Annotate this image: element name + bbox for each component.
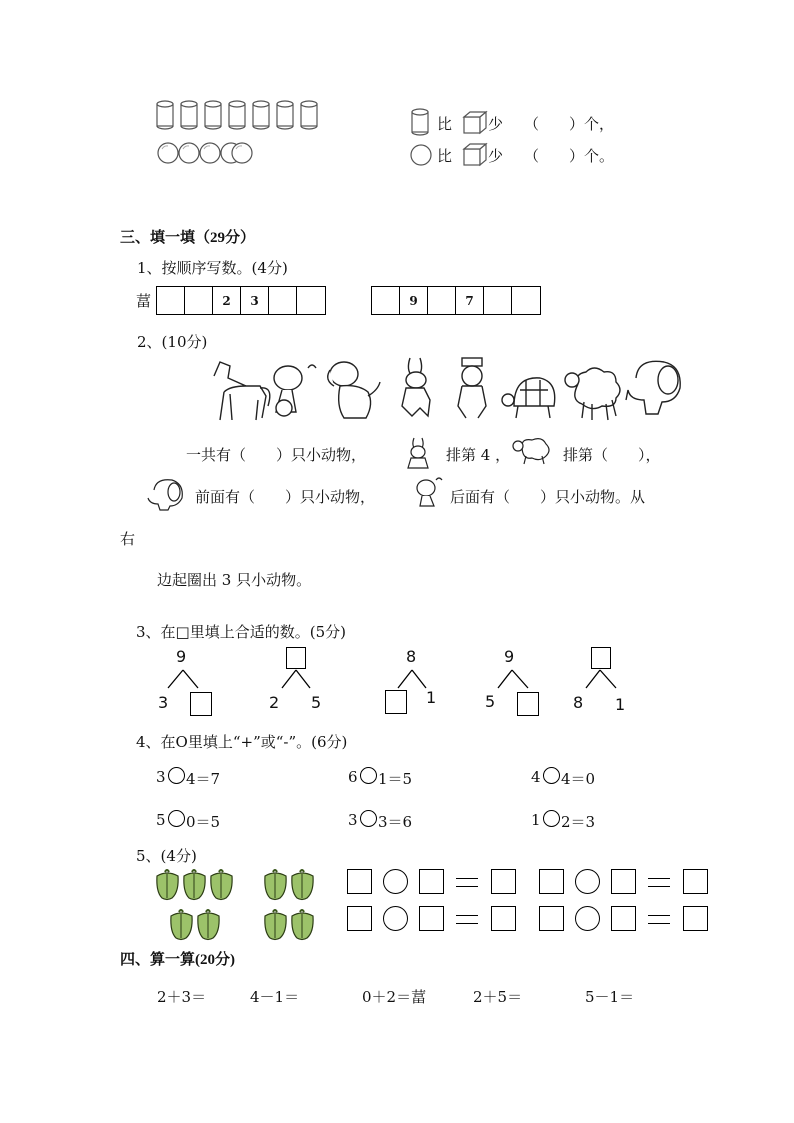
compare-bi-2: 比 [437, 147, 453, 165]
answer-box[interactable] [491, 869, 516, 894]
q1-label: 1、按顺序写数。(4分) [137, 259, 288, 277]
grid-cell[interactable] [157, 287, 185, 314]
calc-item: 5－1＝ [585, 988, 635, 1006]
q2-line1-b: 排第 4 ， [446, 446, 511, 464]
tree-left: 2 [269, 693, 280, 712]
calc-item: 0＋2＝葍 [362, 988, 427, 1006]
compare-shao-2: 少 [488, 147, 504, 165]
cylinder-icon [410, 108, 430, 136]
balls-icon [156, 141, 254, 165]
grid-cell[interactable] [512, 287, 540, 314]
operator-circle[interactable] [543, 767, 560, 784]
answer-box[interactable] [419, 906, 444, 931]
tree-answer-box[interactable] [517, 692, 539, 716]
grid-cell[interactable]: 3 [241, 287, 269, 314]
cylinders-icon [156, 100, 324, 130]
compare-blank-2: （ ）个。 [524, 147, 615, 165]
answer-box[interactable] [347, 906, 372, 931]
grid-cell[interactable] [297, 287, 325, 314]
q2-line1-c: 排第（ ）， [563, 446, 661, 464]
operator-circle[interactable] [575, 869, 600, 894]
answer-box[interactable] [539, 869, 564, 894]
operator-circle[interactable] [168, 810, 185, 827]
q3-label: 3、在□里填上合适的数。(5分) [136, 623, 346, 641]
answer-box[interactable] [419, 869, 444, 894]
q1-prefix: 葍 [136, 292, 152, 310]
elephant-icon [146, 476, 186, 512]
operator-circle[interactable] [383, 906, 408, 931]
bird-icon [410, 476, 444, 510]
eq-b: 4＝0 [561, 770, 596, 788]
compare-shao-1: 少 [488, 115, 504, 133]
ball-icon [410, 144, 432, 166]
equals-sign [648, 878, 670, 887]
answer-box[interactable] [611, 869, 636, 894]
tree-answer-box[interactable] [385, 690, 407, 714]
calc-item: 4－1＝ [250, 988, 300, 1006]
rabbit-icon [402, 436, 434, 470]
eq-a: 3 [156, 768, 166, 786]
eq-b: 4＝7 [186, 770, 221, 788]
q2-label: 2、(10分) [137, 333, 208, 351]
number-grid-1 [156, 286, 326, 315]
tree-branches [490, 668, 540, 692]
operator-circle[interactable] [543, 810, 560, 827]
operator-circle[interactable] [383, 869, 408, 894]
eq-b: 1＝5 [378, 770, 413, 788]
horse-icon [214, 362, 270, 420]
q2-line2-b: 后面有（ ）只小动物。从 [450, 488, 646, 506]
peppers-illustration [154, 868, 324, 944]
tree-branches [576, 668, 626, 692]
tree-left: 5 [485, 692, 496, 711]
eq-b: 2＝3 [561, 813, 596, 831]
answer-box[interactable] [491, 906, 516, 931]
dog-icon [328, 362, 380, 418]
calc-item: 2＋3＝ [157, 988, 207, 1006]
grid-cell[interactable] [269, 287, 297, 314]
eq-a: 3 [348, 811, 358, 829]
tree-answer-box[interactable] [286, 647, 306, 669]
q2-line3: 右 [120, 530, 136, 548]
equals-sign [456, 878, 478, 887]
turtle-icon [502, 378, 555, 418]
tree-left: 3 [158, 693, 169, 712]
grid-cell[interactable] [372, 287, 400, 314]
operator-circle[interactable] [360, 810, 377, 827]
equals-sign [648, 915, 670, 924]
q2-line1-a: 一共有（ ）只小动物， [186, 446, 367, 464]
grid-cell[interactable]: 7 [456, 287, 484, 314]
eq-a: 4 [531, 768, 541, 786]
equals-sign [456, 915, 478, 924]
cube-icon [462, 110, 488, 136]
number-grid-2 [371, 286, 541, 315]
tree-top: 9 [176, 647, 187, 666]
answer-box[interactable] [611, 906, 636, 931]
calc-item: 2＋5＝ [473, 988, 523, 1006]
eq-b: 0＝5 [186, 813, 221, 831]
tree-left: 8 [573, 693, 584, 712]
tree-branches [160, 668, 210, 692]
tree-answer-box[interactable] [190, 692, 212, 716]
operator-circle[interactable] [575, 906, 600, 931]
tree-answer-box[interactable] [591, 647, 611, 669]
compare-bi-1: 比 [437, 115, 453, 133]
eq-a: 1 [531, 811, 541, 829]
answer-box[interactable] [539, 906, 564, 931]
tree-right: 5 [311, 693, 322, 712]
monkey-icon [458, 358, 486, 418]
q2-line4: 边起圈出 3 只小动物。 [157, 571, 312, 589]
grid-cell[interactable] [185, 287, 213, 314]
elephant-icon [626, 361, 680, 414]
section3-title: 三、填一填（29分） [120, 230, 256, 246]
grid-cell[interactable]: 2 [213, 287, 241, 314]
grid-cell[interactable]: 9 [400, 287, 428, 314]
eq-b: 3＝6 [378, 813, 413, 831]
tree-top: 9 [504, 647, 515, 666]
tree-right: 1 [615, 695, 626, 714]
rabbit-icon [402, 358, 430, 416]
bird-icon [274, 365, 316, 416]
compare-blank-1: （ ）个， [524, 115, 615, 133]
operator-circle[interactable] [168, 767, 185, 784]
q5-label: 5、(4分) [136, 847, 197, 865]
answer-box[interactable] [683, 906, 708, 931]
tree-right: 1 [426, 688, 437, 707]
answer-box[interactable] [683, 869, 708, 894]
q4-label: 4、在O里填上“+”或“-”。(6分) [136, 733, 348, 751]
answer-box[interactable] [347, 869, 372, 894]
sheep-icon [565, 368, 620, 420]
grid-cell[interactable] [484, 287, 512, 314]
q2-line2-a: 前面有（ ）只小动物， [195, 488, 376, 506]
tree-branches [272, 668, 322, 692]
eq-a: 5 [156, 811, 166, 829]
operator-circle[interactable] [360, 767, 377, 784]
grid-cell[interactable] [428, 287, 456, 314]
section4-title: 四、算一算(20分) [120, 952, 235, 968]
sheep-icon [512, 436, 552, 466]
tree-top: 8 [406, 647, 417, 666]
cube-icon [462, 142, 488, 168]
eq-a: 6 [348, 768, 358, 786]
animals-lineup [200, 356, 686, 428]
